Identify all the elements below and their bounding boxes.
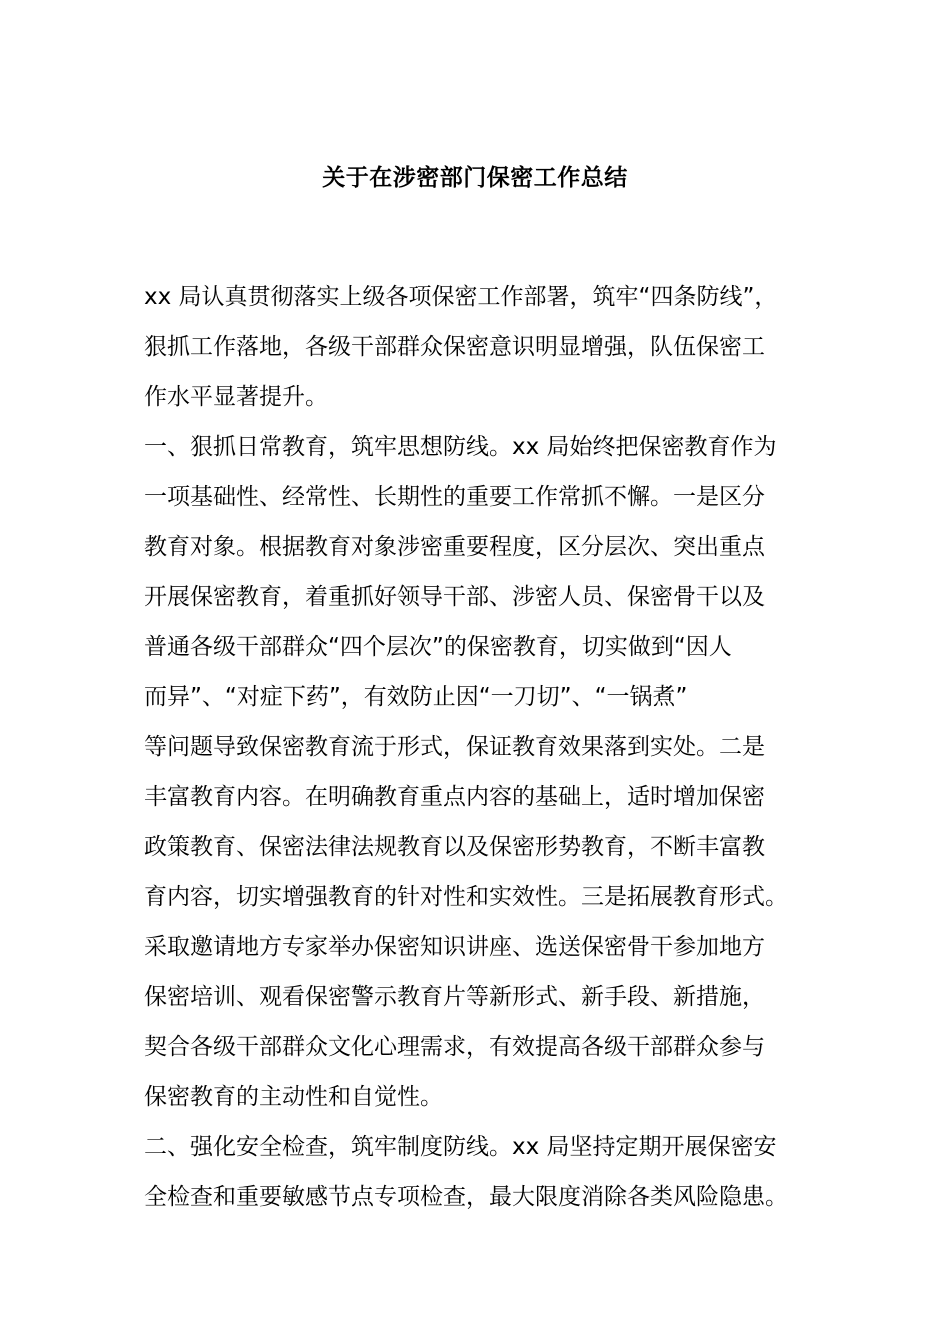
body-line: 普通各级干部群众“四个层次”的保密教育，切实做到“因人	[144, 634, 732, 660]
body-line: 而异”、“对症下药”，有效防止因“一刀切”、“一锅煮”	[144, 684, 688, 710]
body-line: 育内容，切实增强教育的针对性和实效性。三是拓展教育形式。	[144, 884, 788, 910]
body-line: 一、狠抓日常教育，筑牢思想防线。xx 局始终把保密教育作为	[144, 434, 777, 460]
body-line: 政策教育、保密法律法规教育以及保密形势教育，不断丰富教	[144, 834, 765, 860]
document-body	[144, 272, 826, 1222]
body-line: xx 局认真贯彻落实上级各项保密工作部署，筑牢“四条防线”，	[144, 284, 778, 310]
body-line: 狠抓工作落地，各级干部群众保密意识明显增强，队伍保密工	[144, 334, 765, 360]
body-line: 等问题导致保密教育流于形式，保证教育效果落到实处。二是	[144, 734, 765, 760]
body-line: 采取邀请地方专家举办保密知识讲座、选送保密骨干参加地方	[144, 934, 765, 960]
document-title: 关于在涉密部门保密工作总结	[322, 165, 628, 191]
body-line: 全检查和重要敏感节点专项检查，最大限度消除各类风险隐患。	[144, 1184, 788, 1210]
body-line: 一项基础性、经常性、长期性的重要工作常抓不懈。一是区分	[144, 484, 765, 510]
body-line: 保密教育的主动性和自觉性。	[144, 1084, 443, 1110]
body-line: 丰富教育内容。在明确教育重点内容的基础上，适时增加保密	[144, 784, 765, 810]
body-line: 二、强化安全检查，筑牢制度防线。xx 局坚持定期开展保密安	[144, 1134, 777, 1160]
body-line: 教育对象。根据教育对象涉密重要程度，区分层次、突出重点	[144, 534, 765, 560]
body-line: 开展保密教育，着重抓好领导干部、涉密人员、保密骨干以及	[144, 584, 765, 610]
body-line: 保密培训、观看保密警示教育片等新形式、新手段、新措施，	[144, 984, 765, 1010]
body-line: 契合各级干部群众文化心理需求，有效提高各级干部群众参与	[144, 1034, 765, 1060]
body-line: 作水平显著提升。	[144, 384, 328, 410]
